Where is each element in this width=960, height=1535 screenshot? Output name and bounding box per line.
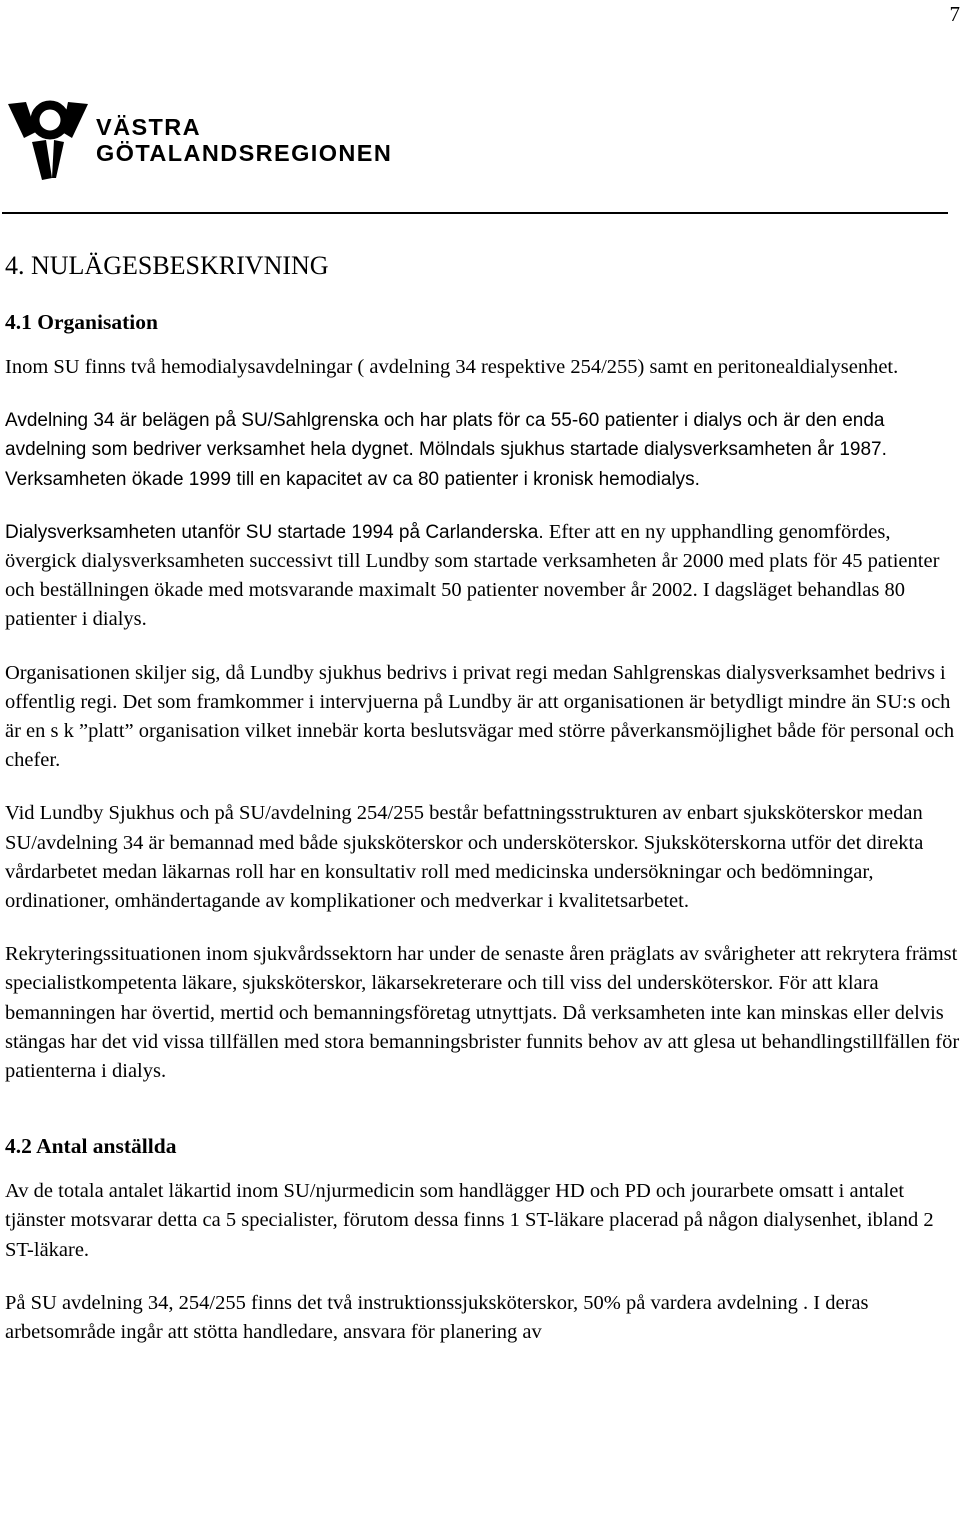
logo-text bbox=[96, 114, 392, 166]
document-body bbox=[5, 248, 960, 1347]
section-heading-antal-anstallda: 4.2 Antal anställda bbox=[5, 1134, 177, 1159]
main-heading: 4. NULÄGESBESKRIVNING bbox=[5, 251, 329, 280]
paragraph-3-part-b: Efter att en ny upphandling genomfördes, övergick dialysverksamheten successivt till Lundby som startade verksamheten år 2000 med plats för 45 patienter och beställningen ökade med motsvarande maximalt 50 patienter november år 2002. I dagsläget behandlas 80 patienter i dialys. bbox=[5, 520, 940, 631]
paragraph-8: På SU avdelning 34, 254/255 finns det två instruktionssjuksköterskor, 50% på vardera avdelning . I deras arbetsområde ingår att stötta handledare, ansvara för planering av bbox=[5, 1291, 869, 1344]
paragraph-5: Vid Lundby Sjukhus och på SU/avdelning 254/255 består befattningsstrukturen av enbart sjuksköterskor medan SU/avdelning 34 är bemannad med både sjuksköterskor och undersköterskor. Sjuksköterskorna utför det direkta vårdarbetet medan läkarnas roll har en konsultativ roll med medicinska undersökningar och bedömningar, ordinationer, omhändertagande av komplikationer och medverkar i kvalitetsarbetet. bbox=[5, 802, 924, 913]
paragraph-6: Rekryteringssituationen inom sjukvårdssektorn har under de senaste åren präglats av svårigheter att rekrytera främst specialistkompetenta läkare, sjuksköterskor, läkarsekreterare och till viss del undersköterskor. För att klara bemanningen har övertid, mertid och bemanningsföretag utnyttjats. Då verksamheten inte kan minskas eller delvis stängas har det vid vissa tillfällen med stora bemanningsbrister funnits behov av att glesa ut behandlingstillfällen för patienterna i dialys. bbox=[5, 943, 960, 1083]
paragraph-1: Inom SU finns två hemodialysavdelningar ( avdelning 34 respektive 254/255) samt en peritonealdialysenhet. bbox=[5, 356, 899, 378]
logo-line-2: GÖTALANDSREGIONEN bbox=[96, 140, 393, 166]
paragraph-2 bbox=[5, 406, 960, 494]
paragraph-4: Organisationen skiljer sig, då Lundby sjukhus bedrivs i privat regi medan Sahlgrenskas dialysverksamhet bedrivs i offentlig regi. Det som framkommer i intervjuerna på Lundby är att organisationen är betydligt mindre än SU:s och är en s k ”platt” organisation vilket innebär korta beslutsvägar med större påverkansmöjlighet både för personal och chefer. bbox=[5, 661, 955, 772]
header-rule bbox=[2, 212, 948, 214]
paragraph-7: Av de totala antalet läkartid inom SU/njurmedicin som handlägger HD och PD och jourarbete omsatt i antalet tjänster motsvarar detta ca 5 specialister, förutom dessa finns 1 ST-läkare placerad på någon dialysenhet, ibland 2 ST-läkare. bbox=[5, 1180, 934, 1261]
vgr-logo bbox=[6, 98, 406, 188]
paragraph-3 bbox=[5, 518, 960, 635]
paragraph-3-part-a: Dialysverksamheten utanför SU startade 1994 på Carlanderska. bbox=[5, 521, 549, 543]
paragraph-2-part-a: Avdelning 34 är belägen på SU/Sahlgrenska och har plats för ca 55-60 patienter i dialys och är den enda avdelning som bedriver verksamhet hela dygnet. bbox=[5, 410, 885, 461]
section-heading-organisation: 4.1 Organisation bbox=[5, 310, 158, 334]
page-number: 7 bbox=[949, 2, 960, 26]
logo-line-1: VÄSTRA bbox=[96, 114, 202, 140]
paragraph-2-part-b: Mölndals sjukhus startade dialysverksamheten år 1987. Verksamheten ökade 1999 till en kapacitet av ca 80 patienter i kronisk hemodialys. bbox=[5, 439, 887, 490]
logo-emblem-icon bbox=[6, 98, 96, 182]
